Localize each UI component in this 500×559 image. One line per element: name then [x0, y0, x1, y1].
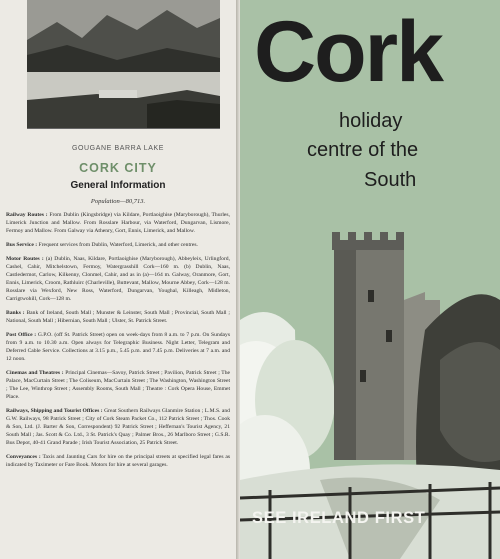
section-title: Motor Routes :	[6, 256, 44, 262]
lake-photo	[27, 0, 220, 129]
section-text: Frequent services from Dublin, Waterford, Limerick, and other centres.	[38, 242, 198, 248]
tagline-line-2: centre of the	[307, 139, 419, 161]
section-bus	[6, 241, 230, 249]
tagline-line-3: South	[364, 169, 417, 191]
section-title: Bus Service :	[6, 242, 38, 248]
population-line: Population—80,713.	[90, 198, 146, 205]
section-post-office	[6, 331, 230, 363]
section-offices	[6, 407, 230, 447]
photo-caption: GOUGANE BARRA LAKE	[71, 145, 165, 152]
section-text: (a) Dublin, Naas, Kildare, Portlaoighise (Maryborough), Abbeyleix, Urlingford, Cashel, Cahir, Mitchelstown, Fermoy, Watergrasshill Cork—160 m. (b) Dublin, Naas, Castledermot, Carlow, Kilkenny, Clonmel, Cahir, and as in (a)—164 m. Galway, Oranmore, Gort, Ennis, Limerick, Croom, Rathluirc (Charleville), Buttevant, Mallow, Mourne Abbey, Cork—128 m. Rosslare via Wexford, New Ross, Waterford, Dungarvan, Youghal, Killeagh, Midleton, Carrigtwohill, Cork—128 m.	[6, 256, 230, 302]
section-text: From Dublin (Kingsbridge) via Kildare, Portlaoighise (Maryborough), Thurles, Limerick Junction and Mallow. From Rosslare Harbour, via Waterford, Dungarvan, Lismore, Fermoy and Mallow. From Galway via Athenry, Gort, Ennis, Limerick, and Mallow.	[6, 212, 230, 234]
section-text: Great Southern Railways Glanmire Station ; L.M.S. and G.W. Railways, 98 Patrick Street ; City of Cork Steam Packet Co., 112 Patrick Street ; Thos. Cook & Son, Ltd. (J. Barter & Son, Correspondent) 92 Patrick Street ; Heffernan's Tourist Agency, 21 South Mall ; Jas. Scott & Co. Ltd., 3 St. Patrick's Quay ; Palmer Bros., 26 Marlboro Street ; G.S.R. Bus Depot, 40-41 Grand Parade ; Irish Tourist Association, 25 Patrick Street.	[6, 408, 230, 446]
section-text: Bank of Ireland, South Mall ; Munster & Leinster, South Mall ; Provincial, South Mall ; National, South Mall ; Hibernian, South Mall ; Ulster, St. Patrick Street.	[6, 310, 230, 324]
city-heading: CORK CITY	[79, 161, 157, 175]
cover-title: Cork	[254, 4, 442, 100]
tagline-line-1: holiday	[339, 110, 403, 132]
info-sections	[6, 211, 230, 475]
section-text: G.P.O. (off St. Patrick Street) open on week-days from 8 a.m. to 7 p.m. On Sundays from 9 a.m. to 10.30 a.m. Open always for Telegraphic Business. Night Letter, Telegram and Deferred Cable Service. Collections at 3.15 p.m., 5.45 p.m. and 7.45 p.m. Deliveries at 7 a.m. and 12 noon.	[6, 332, 230, 362]
section-title: Post Office :	[6, 332, 37, 338]
section-title: Railway Routes :	[6, 212, 48, 218]
section-railway	[6, 211, 230, 235]
section-text: Taxis and Jaunting Cars for hire on the principal streets at specified legal fares as indicated by Taximeter or Fare Book. Motors for hire at several garages.	[6, 454, 230, 468]
left-panel	[0, 0, 236, 559]
section-text: Principal Cinemas—Savoy, Patrick Street ; Pavilion, Patrick Street ; The Palace, MacCurtain Street ; The Coliseum, MacCurtain Street ; The Washington, Washington Street ; The Lee, Winthrop Street ; Assembly Rooms, South Mall ; Theatre : Cork Opera House, Emmet Place.	[6, 370, 230, 400]
cover-panel	[240, 0, 500, 559]
section-title: Railways, Shipping and Tourist Offices :	[6, 408, 103, 414]
section-conveyances	[6, 453, 230, 469]
general-info-heading: General Information	[70, 180, 166, 191]
slogan: SEE IRELAND FIRST	[252, 509, 426, 527]
section-title: Banks :	[6, 310, 25, 316]
section-title: Conveyances :	[6, 454, 41, 460]
section-motor	[6, 255, 230, 303]
section-banks	[6, 309, 230, 325]
section-cinemas	[6, 369, 230, 401]
section-title: Cinemas and Theatres :	[6, 370, 64, 376]
